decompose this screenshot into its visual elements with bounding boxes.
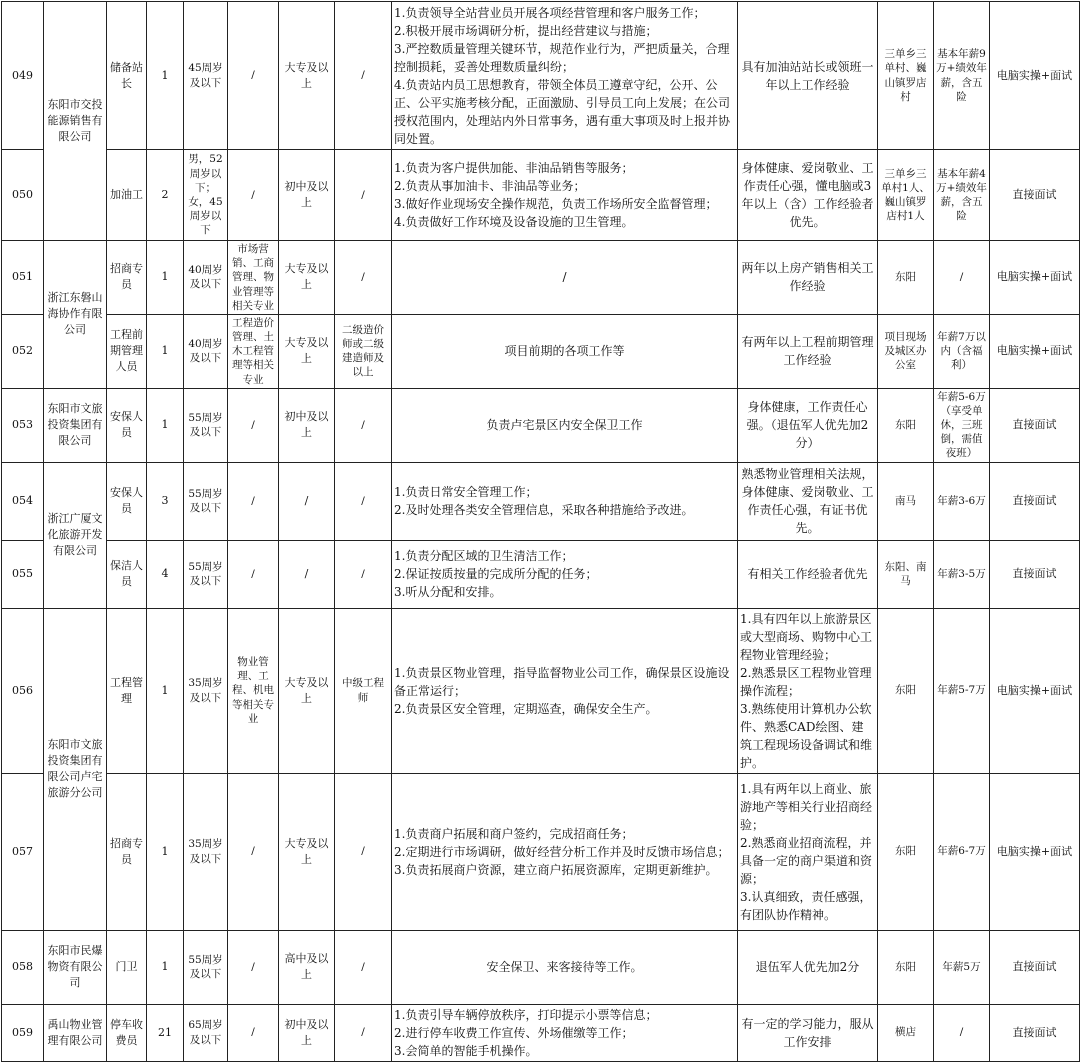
- job-requirements-line: 有一定的学习能力，服从工作安排: [741, 1016, 874, 1049]
- certificate-requirement: /: [335, 241, 392, 315]
- job-duties-line: 4.负责站内员工思想教育，带领全体员工遵章守纪，公开、公正、公平实施考核分配，正面激励、引导员工向上发展；在公司授权范围内，处理站内外日常事务，遇有重大事项及时上报并协同处置。: [394, 77, 731, 146]
- exam-method: 电脑实操+面试: [990, 773, 1080, 930]
- major-requirement: /: [228, 2, 279, 150]
- job-requirements-line: 两年以上房产销售相关工作经验: [741, 261, 874, 294]
- position-name: 门卫: [107, 930, 147, 1004]
- certificate-requirement: /: [335, 388, 392, 462]
- job-duties-line: 1.负责领导全站营业员开展各项经营管理和客户服务工作；: [394, 5, 706, 20]
- table-row: [2, 314, 1080, 388]
- education-requirement: 初中及以上: [279, 388, 335, 462]
- job-requirements: [738, 773, 878, 930]
- work-location: 东阳: [878, 608, 934, 773]
- certificate-requirement: /: [335, 930, 392, 1004]
- row-number: 059: [2, 1004, 44, 1061]
- row-number: 053: [2, 388, 44, 462]
- certificate-requirement: 二级造价师或二级建造师及以上: [335, 314, 392, 388]
- job-duties: [392, 314, 738, 388]
- company-name: 东阳市文旅投资集团有限公司卢宅旅游分公司: [44, 608, 107, 930]
- row-number: 049: [2, 2, 44, 150]
- job-duties-line: /: [562, 270, 567, 285]
- major-requirement: /: [228, 540, 279, 608]
- certificate-requirement: /: [335, 2, 392, 150]
- exam-method: 直接面试: [990, 1004, 1080, 1061]
- table-row: [2, 930, 1080, 1004]
- salary: 年薪6-7万: [934, 773, 990, 930]
- job-duties-line: 3.做好作业现场安全操作规范，负责工作场所安全监督管理；: [394, 197, 718, 211]
- salary: 年薪5-6万（享受单休，三班倒，需值夜班）: [934, 388, 990, 462]
- work-location: 三单乡三单村1人、巍山镇罗店村1人: [878, 150, 934, 241]
- major-requirement: 工程造价管理、土木工程管理等相关专业: [228, 314, 279, 388]
- recruitment-table: [1, 1, 1080, 1062]
- job-duties-line: 1.负责引导车辆停放秩序，打印提示小票等信息；: [394, 1007, 658, 1022]
- hiring-count: 3: [147, 462, 184, 540]
- age-requirement: 35周岁及以下: [184, 608, 228, 773]
- education-requirement: 初中及以上: [279, 1004, 335, 1061]
- certificate-requirement: /: [335, 540, 392, 608]
- table-row: [2, 462, 1080, 540]
- major-requirement: /: [228, 1004, 279, 1061]
- job-duties-line: 3.严控数质量管理关键环节，规范作业行为，严把质量关，合理控制损耗，妥善处理数质量纠纷；: [394, 41, 730, 74]
- salary: 基本年薪9万+绩效年薪，含五险: [934, 2, 990, 150]
- age-requirement: 40周岁及以下: [184, 314, 228, 388]
- work-location: 横店: [878, 1004, 934, 1061]
- hiring-count: 1: [147, 2, 184, 150]
- job-requirements: [738, 388, 878, 462]
- education-requirement: 大专及以上: [279, 2, 335, 150]
- row-number: 052: [2, 314, 44, 388]
- salary: 年薪7万以内（含福利）: [934, 314, 990, 388]
- job-duties-line: 1.负责分配区域的卫生清洁工作；: [394, 549, 574, 564]
- education-requirement: 大专及以上: [279, 608, 335, 773]
- table-row: [2, 241, 1080, 315]
- company-name: 东阳市交投能源销售有限公司: [44, 2, 107, 241]
- position-name: 停车收费员: [107, 1004, 147, 1061]
- salary: 基本年薪4万+绩效年薪，含五险: [934, 150, 990, 241]
- work-location: 东阳、南马: [878, 540, 934, 608]
- job-duties-line: 2.负责从事加油卡、非油品等业务；: [394, 179, 586, 193]
- certificate-requirement: /: [335, 1004, 392, 1061]
- position-name: 安保人员: [107, 388, 147, 462]
- company-name: 浙江东磐山海协作有限公司: [44, 241, 107, 389]
- hiring-count: 1: [147, 930, 184, 1004]
- position-name: 储备站长: [107, 2, 147, 150]
- exam-method: 直接面试: [990, 540, 1080, 608]
- job-requirements: [738, 540, 878, 608]
- job-duties: [392, 241, 738, 315]
- job-duties: [392, 608, 738, 773]
- job-duties-line: 2.积极开展市场调研分析，提出经营建议与措施；: [394, 23, 658, 38]
- salary: 年薪3-5万: [934, 540, 990, 608]
- exam-method: 直接面试: [990, 930, 1080, 1004]
- position-name: 工程管理: [107, 608, 147, 773]
- exam-method: 电脑实操+面试: [990, 241, 1080, 315]
- hiring-count: 2: [147, 150, 184, 241]
- exam-method: 电脑实操+面试: [990, 2, 1080, 150]
- job-duties-line: 2.负责景区安全管理，定期巡查，确保安全生产。: [394, 701, 658, 716]
- major-requirement: /: [228, 930, 279, 1004]
- major-requirement: /: [228, 388, 279, 462]
- work-location: 东阳: [878, 241, 934, 315]
- education-requirement: 高中及以上: [279, 930, 335, 1004]
- age-requirement: 65周岁及以下: [184, 1004, 228, 1061]
- major-requirement: /: [228, 773, 279, 930]
- table-row: [2, 388, 1080, 462]
- job-duties-line: 安全保卫、来客接待等工作。: [486, 960, 643, 975]
- job-duties-line: 1.负责商户拓展和商户签约，完成招商任务；: [394, 826, 634, 841]
- job-requirements: [738, 314, 878, 388]
- row-number: 056: [2, 608, 44, 773]
- age-requirement: 40周岁及以下: [184, 241, 228, 315]
- age-requirement: 55周岁及以下: [184, 930, 228, 1004]
- work-location: 南马: [878, 462, 934, 540]
- job-requirements: [738, 150, 878, 241]
- salary: 年薪3-6万: [934, 462, 990, 540]
- work-location: 东阳: [878, 930, 934, 1004]
- company-name: 东阳市民爆物资有限公司: [44, 930, 107, 1004]
- exam-method: 直接面试: [990, 462, 1080, 540]
- job-duties-line: 3.负责拓展商户资源，建立商户拓展资源库，定期更新维护。: [394, 862, 718, 877]
- job-duties-line: 2.进行停车收费工作宣传、外场催缴等工作；: [394, 1025, 634, 1040]
- position-name: 招商专员: [107, 241, 147, 315]
- job-requirements-line: 身体健康，工作责任心强。（退伍军人优先加2分）: [746, 400, 869, 451]
- job-requirements-line: 退伍军人优先加2分: [755, 960, 860, 975]
- position-name: 工程前期管理人员: [107, 314, 147, 388]
- job-duties-line: 项目前期的各项工作等: [504, 344, 625, 359]
- education-requirement: 大专及以上: [279, 241, 335, 315]
- work-location: 三单乡三单村、巍山镇罗店村: [878, 2, 934, 150]
- work-location: 东阳: [878, 388, 934, 462]
- position-name: 安保人员: [107, 462, 147, 540]
- work-location: 东阳: [878, 773, 934, 930]
- education-requirement: /: [279, 462, 335, 540]
- age-requirement: 55周岁及以下: [184, 540, 228, 608]
- job-requirements: [738, 608, 878, 773]
- job-requirements: [738, 2, 878, 150]
- company-name: 浙江广厦文化旅游开发有限公司: [44, 462, 107, 608]
- job-requirements-line: 有两年以上工程前期管理工作经验: [741, 335, 874, 368]
- job-duties-line: 2.保证按质按量的完成所分配的任务；: [394, 567, 598, 582]
- hiring-count: 21: [147, 1004, 184, 1061]
- row-number: 050: [2, 150, 44, 241]
- hiring-count: 1: [147, 773, 184, 930]
- table-row: [2, 2, 1080, 150]
- hiring-count: 4: [147, 540, 184, 608]
- company-name: 东阳市文旅投资集团有限公司: [44, 388, 107, 462]
- major-requirement: /: [228, 150, 279, 241]
- job-requirements-line: 具有加油站站长或领班一年以上工作经验: [741, 59, 874, 92]
- age-requirement: 55周岁及以下: [184, 388, 228, 462]
- exam-method: 直接面试: [990, 150, 1080, 241]
- exam-method: 直接面试: [990, 388, 1080, 462]
- exam-method: 电脑实操+面试: [990, 608, 1080, 773]
- job-duties-line: 负责卢宅景区内安全保卫工作: [486, 418, 643, 433]
- major-requirement: 物业管理、工程、机电等相关专业: [228, 608, 279, 773]
- education-requirement: 初中及以上: [279, 150, 335, 241]
- salary: 年薪5万: [934, 930, 990, 1004]
- job-duties-line: 1.负责为客户提供加能、非油品销售等服务；: [394, 161, 634, 175]
- certificate-requirement: /: [335, 150, 392, 241]
- hiring-count: 1: [147, 608, 184, 773]
- table-row: [2, 773, 1080, 930]
- job-duties: [392, 540, 738, 608]
- job-requirements: [738, 241, 878, 315]
- job-duties: [392, 2, 738, 150]
- job-duties: [392, 150, 738, 241]
- table-row: [2, 150, 1080, 241]
- row-number: 051: [2, 241, 44, 315]
- row-number: 055: [2, 540, 44, 608]
- major-requirement: 市场营销、工商管理、物业管理等相关专业: [228, 241, 279, 315]
- job-duties-line: 1.负责景区物业管理，指导监督物业公司工作，确保景区设施设备正常运行；: [394, 665, 730, 698]
- job-requirements-line: 3.熟练使用计算机办公软件、熟悉CAD绘图、建筑工程现场设备调试和维护。: [740, 701, 873, 770]
- age-requirement: 45周岁及以下: [184, 2, 228, 150]
- job-duties-line: 2.定期进行市场调研，做好经营分析工作并及时反馈市场信息；: [394, 844, 730, 859]
- major-requirement: /: [228, 462, 279, 540]
- exam-method: 电脑实操+面试: [990, 314, 1080, 388]
- job-requirements-line: 身体健康、爱岗敬业、工作责任心强，懂电脑或3年以上（含）工作经验者优先。: [741, 161, 874, 229]
- age-requirement: 男，52周岁以下；女，45周岁以下: [184, 150, 228, 241]
- job-duties: [392, 930, 738, 1004]
- work-location: 项目现场及城区办公室: [878, 314, 934, 388]
- education-requirement: 大专及以上: [279, 773, 335, 930]
- row-number: 058: [2, 930, 44, 1004]
- job-requirements-line: 1.具有四年以上旅游景区或大型商场、购物中心工程物业管理经验；: [740, 611, 873, 662]
- education-requirement: /: [279, 540, 335, 608]
- job-requirements-line: 3.认真细致，责任感强，有团队协作精神。: [740, 889, 872, 922]
- company-name: 禹山物业管理有限公司: [44, 1004, 107, 1061]
- position-name: 保洁人员: [107, 540, 147, 608]
- age-requirement: 35周岁及以下: [184, 773, 228, 930]
- job-duties-line: 4.负责做好工作环境及设备设施的卫生管理。: [394, 215, 634, 229]
- job-requirements-line: 2.熟悉景区工程物业管理操作流程；: [740, 665, 872, 698]
- hiring-count: 1: [147, 314, 184, 388]
- salary: 年薪5-7万: [934, 608, 990, 773]
- certificate-requirement: 中级工程师: [335, 608, 392, 773]
- age-requirement: 55周岁及以下: [184, 462, 228, 540]
- job-requirements: [738, 930, 878, 1004]
- row-number: 054: [2, 462, 44, 540]
- certificate-requirement: /: [335, 462, 392, 540]
- position-name: 加油工: [107, 150, 147, 241]
- job-duties-line: 3.会简单的智能手机操作。: [394, 1043, 538, 1058]
- job-requirements-line: 2.熟悉商业招商流程，并具备一定的商户渠道和资源；: [740, 835, 873, 886]
- job-duties-line: 3.听从分配和安排。: [394, 585, 502, 600]
- table-row: [2, 540, 1080, 608]
- salary: /: [934, 1004, 990, 1061]
- table-row: [2, 608, 1080, 773]
- job-requirements-line: 1.具有两年以上商业、旅游地产等相关行业招商经验；: [740, 781, 873, 832]
- job-duties: [392, 773, 738, 930]
- hiring-count: 1: [147, 241, 184, 315]
- row-number: 057: [2, 773, 44, 930]
- certificate-requirement: /: [335, 773, 392, 930]
- hiring-count: 1: [147, 388, 184, 462]
- job-duties: [392, 388, 738, 462]
- job-duties-line: 1.负责日常安全管理工作；: [394, 485, 538, 500]
- job-requirements-line: 熟悉物业管理相关法规，身体健康、爱岗敬业、工作责任心强，有证书优先。: [741, 467, 874, 536]
- job-requirements-line: 有相关工作经验者优先: [747, 567, 868, 582]
- table-body: [2, 2, 1080, 1062]
- salary: /: [934, 241, 990, 315]
- job-requirements: [738, 462, 878, 540]
- job-duties-line: 2.及时处理各类安全管理信息，采取各种措施给予改进。: [394, 503, 694, 518]
- job-duties: [392, 462, 738, 540]
- position-name: 招商专员: [107, 773, 147, 930]
- education-requirement: 大专及以上: [279, 314, 335, 388]
